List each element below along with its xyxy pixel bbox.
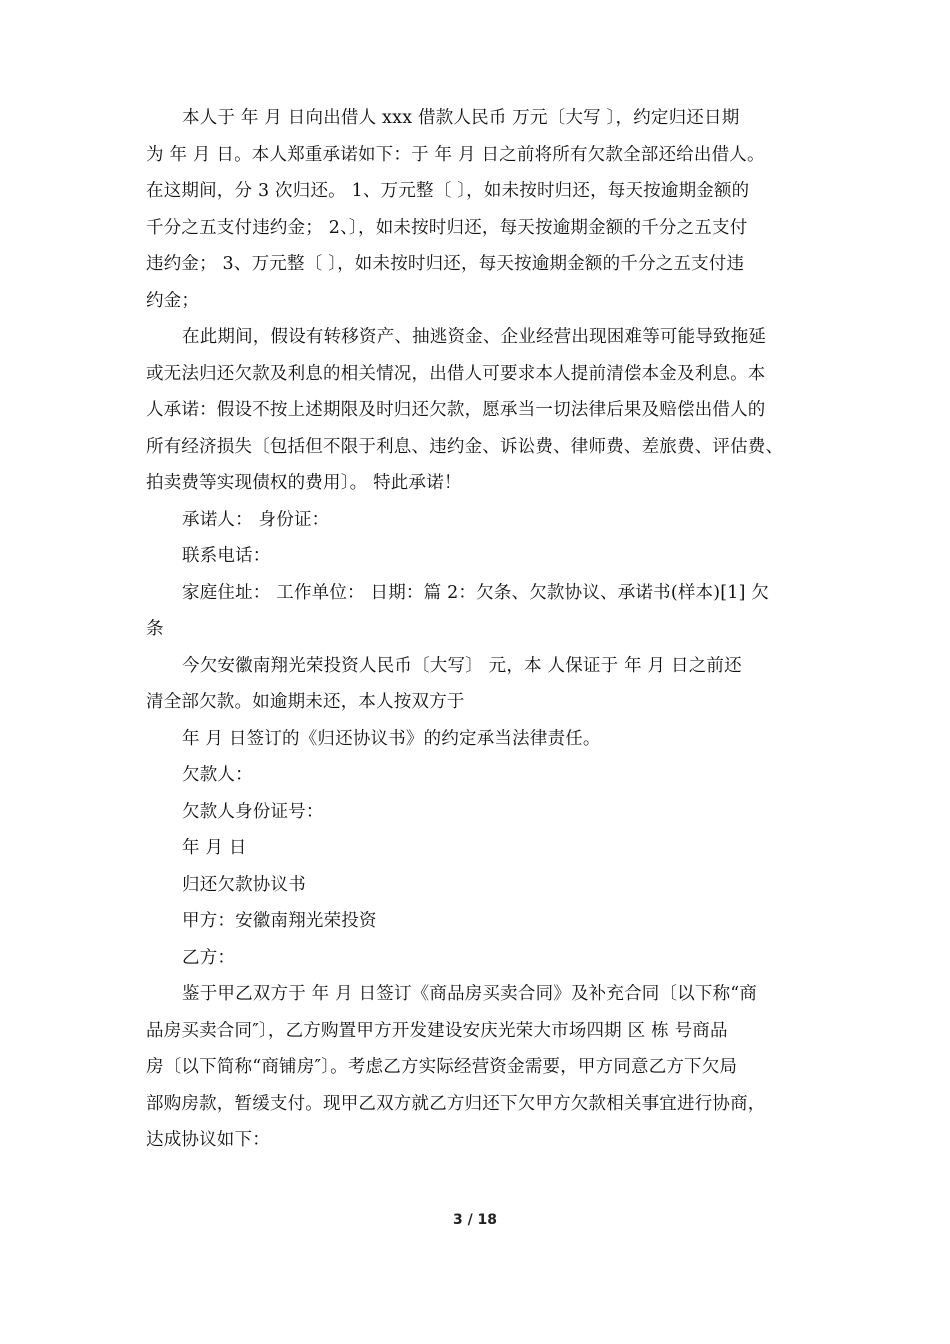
- text-line: 为 年 月 日。本人郑重承诺如下：于 年 月 日之前将所有欠款全部还给出借人。: [146, 144, 765, 165]
- document-body: [146, 100, 816, 1159]
- text-line: 鉴于甲乙双方于 年 月 日签订《商品房买卖合同》及补充合同〔以下称“商: [182, 984, 758, 1004]
- text-line: 房〔以下简称“商铺房″〕。考虑乙方实际经营资金需要，甲方同意乙方下欠局: [146, 1057, 738, 1077]
- text-line: 达成协议如下：: [146, 1130, 270, 1150]
- text-line: 在这期间，分 3 次归还。 1、万元整〔 〕，如未按时归还，每天按逾期金额的: [146, 181, 750, 201]
- text-line: 联系电话：: [182, 546, 271, 566]
- text-line: 清全部欠款。如逾期未还，本人按双方于: [146, 692, 465, 712]
- text-line: 年 月 日: [182, 838, 247, 858]
- page-number: 3 / 18: [452, 1212, 498, 1228]
- text-line: 部购房款，暂缓支付。现甲乙双方就乙方归还下欠甲方欠款相关事宜进行协商，: [146, 1093, 766, 1114]
- text-line: 欠款人：: [182, 765, 253, 785]
- text-line: 人承诺：假设不按上述期限及时归还欠款，愿承当一切法律后果及赔偿出借人的: [146, 400, 766, 420]
- text-line: 千分之五支付违约金； 2、〕，如未按时归还，每天按逾期金额的千分之五支付: [146, 217, 748, 238]
- text-line: 欠款人身份证号：: [182, 801, 324, 822]
- text-line: 约金；: [146, 290, 200, 311]
- text-line: 在此期间，假设有转移资产、抽逃资金、企业经营出现困难等可能导致拖延: [182, 327, 767, 347]
- text-line: 品房买卖合同″〕，乙方购置甲方开发建设安庆光荣大市场四期 区 栋 号商品: [146, 1020, 728, 1041]
- text-line: 甲方：安徽南翔光荣投资: [182, 911, 377, 931]
- text-line: 年 月 日签订的《归还协议书》的约定承当法律责任。: [182, 728, 601, 749]
- text-line: 所有经济损失〔包括但不限于利息、违约金、诉讼费、律师费、差旅费、评估费、: [146, 436, 784, 457]
- text-line: 承诺人： 身份证：: [182, 509, 330, 530]
- section-title: 归还欠款协议书: [182, 874, 306, 895]
- text-line: 条: [146, 619, 164, 639]
- text-line: 本人于 年 月 日向出借人 xxx 借款人民币 万元〔大写 〕，约定归还日期: [182, 108, 740, 128]
- text-line: 今欠安徽南翔光荣投资人民币〔大写〕 元，本 人保证于 年 月 日之前还: [182, 655, 742, 676]
- text-line: 家庭住址： 工作单位： 日期：篇 2：欠条、欠款协议、承诺书(样本)[1] 欠: [182, 582, 770, 603]
- text-line: 拍卖费等实现债权的费用〕。 特此承诺！: [146, 473, 462, 493]
- text-line: 乙方：: [182, 947, 236, 968]
- text-line: 违约金； 3、万元整〔 〕，如未按时归还，每天按逾期金额的千分之五支付违: [146, 254, 745, 274]
- text-line: 或无法归还欠款及利息的相关情况，出借人可要求本人提前清偿本金及利息。本: [146, 363, 766, 384]
